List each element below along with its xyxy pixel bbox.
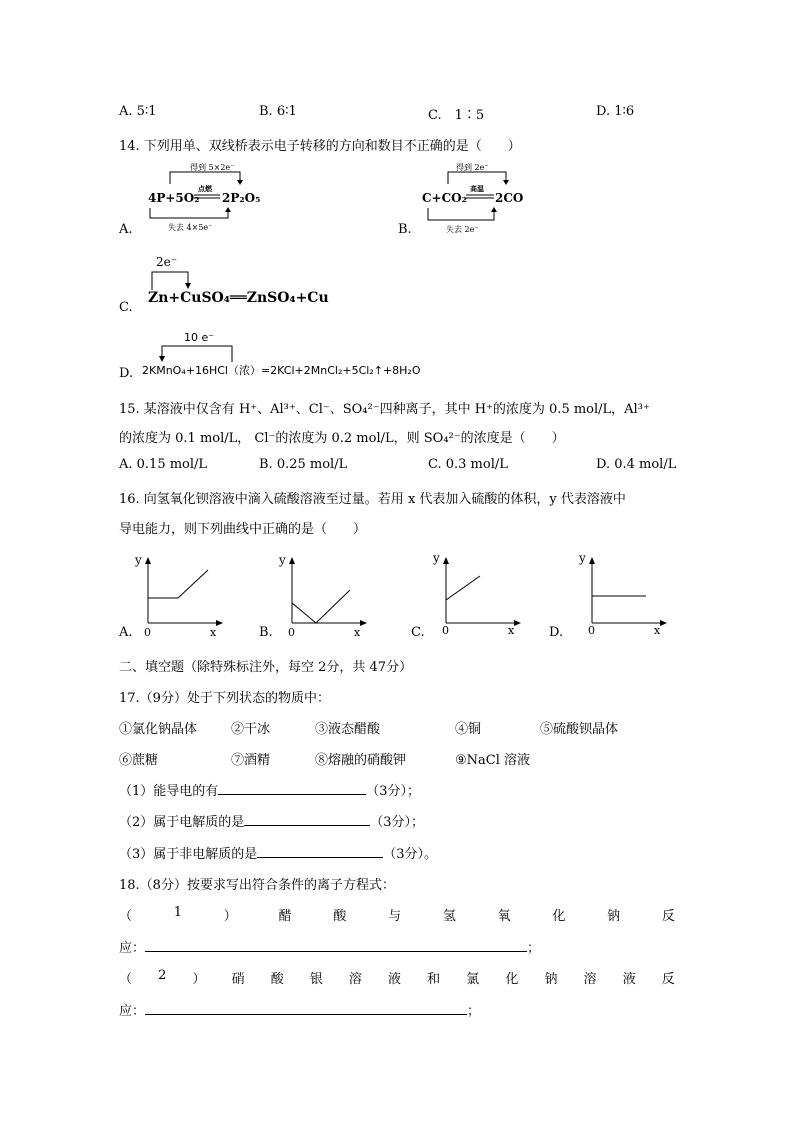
q16-label-d: D. [549,625,564,640]
q14-b-cond: 高温 [470,184,484,193]
q16-graph-b [276,548,372,638]
q17-part1-end: （3分）； [366,784,421,799]
q16-graph-a [132,548,228,638]
q18-stem: 18.（8分）按要求写出符合条件的离子方程式： [119,878,395,893]
q16-graph-c [430,548,526,638]
q18-part1-line: （ 1 ） 醋 酸 与 氢 氧 化 钠 反 [119,905,675,924]
q18-part1-answer [119,937,540,956]
q14-label-c: C. [119,300,133,315]
q18-part1-blank[interactable] [145,939,527,952]
q14-b-top: 得到 2e⁻ [456,163,489,172]
q14-a-bottom: 失去 4×5e⁻ [168,223,213,232]
q15-option-c: C. 0.3 mol/L [428,457,508,472]
q13-option-d: D. 1∶6 [596,104,635,119]
q15-option-d: D. 0.4 mol/L [596,457,677,472]
q17-item-3: ③液态醋酸 [315,722,381,737]
q18-part1-end: ； [527,941,541,956]
q17-part1-text: （1）能导电的有 [119,784,219,799]
q17-part1-blank[interactable] [218,782,366,795]
q16-b-curve [292,590,350,623]
q14-b-right: 2CO [495,191,524,205]
q18-part2-blank[interactable] [145,1002,467,1015]
q16-label-b: B. [259,625,273,640]
q18-part1-tail: 应： [119,941,146,956]
q16-label-c: C. [411,625,425,640]
q14-a-right: 2P₂O₅ [222,191,261,205]
q17-item-2: ②干冰 [231,722,271,737]
q13-option-c: C. 1∶5 [428,108,485,123]
q16-b-y-label: y [279,553,286,567]
q14-b-bottom: 失去 2e⁻ [446,225,479,234]
q17-item-1: ①氯化钠晶体 [119,722,198,737]
q14-stem: 14. 下列用单、双线桥表示电子转移的方向和数目不正确的是（ ） [119,139,521,154]
q17-part3-text: （3）属于非电解质的是 [119,847,258,862]
q15-option-a: A. 0.15 mol/L [119,457,208,472]
q14-d-top: 10 e⁻ [184,331,215,344]
q14-c-top: 2e⁻ [156,255,178,269]
q14-b-left: C+CO₂ [422,191,467,205]
q16-c-curve [446,576,480,600]
q14-a-diagram [140,158,270,236]
q15-line2: 的浓度为 0.1 mol/L， Cl⁻的浓度为 0.2 mol/L，则 SO₄²⁻的浓度是（ ） [119,431,565,446]
q16-line2: 导电能力，则下列曲线中正确的是（ ） [119,522,367,537]
q17-part3-end: （3分）。 [383,847,438,862]
q16-label-a: A. [119,625,133,640]
q14-a-top: 得到 5×2e⁻ [190,163,235,172]
q13-option-a: A. 5∶1 [119,104,157,119]
q16-b-origin: 0 [288,626,295,638]
q14-label-a: A. [119,222,133,237]
q14-c-eq: Zn+CuSO₄══ZnSO₄+Cu [148,290,329,306]
q14-label-b: B. [398,222,412,237]
q14-a-cond: 点燃 [198,184,212,193]
q14-d-eq: 2KMnO₄+16HCl（浓）=2KCl+2MnCl₂+5Cl₂↑+8H₂O [142,364,421,377]
q17-part2 [119,811,424,830]
q16-c-y-label: y [433,551,440,565]
q16-d-origin: 0 [588,624,595,637]
q14-b-diagram [418,158,528,236]
q18-part2-tail: 应： [119,1004,146,1019]
q17-item-6: ⑥蔗糖 [119,753,159,768]
q16-d-x-label: x [654,624,661,637]
q16-line1: 16. 向氢氧化钡溶液中滴入硫酸溶液至过量。若用 x 代表加入硫酸的体积，y 代表溶液中 [119,492,626,507]
q17-item-5: ⑤硫酸钡晶体 [540,722,619,737]
q17-part3-blank[interactable] [257,845,383,858]
section2-heading: 二、填空题（除特殊标注外，每空 2分，共 47分） [119,660,413,675]
q16-a-curve [148,570,208,598]
q14-label-d: D. [119,366,134,381]
q15-option-b: B. 0.25 mol/L [259,457,348,472]
q17-part3 [119,843,437,862]
q16-c-x-label: x [508,624,515,637]
q17-item-8: ⑧熔融的硝酸钾 [315,753,407,768]
q16-a-y-label: y [135,553,142,567]
q16-graph-d [576,548,672,638]
q13-option-b: B. 6∶1 [259,104,297,119]
q18-part2-answer [119,1000,480,1019]
q17-part2-end: （3分）； [370,815,425,830]
q17-part1 [119,780,420,799]
q18-part2-line: （ 2 ） 硝 酸 银 溶 液 和 氯 化 钠 溶 液 反 [119,968,675,987]
q16-a-x-label: x [210,626,217,638]
q16-a-origin: 0 [144,626,151,638]
q14-a-left: 4P+5O₂ [148,191,200,205]
q14-c-diagram [140,250,360,310]
q16-c-origin: 0 [442,624,449,637]
q17-part2-text: （2）属于电解质的是 [119,815,245,830]
q18-part2-end: ； [467,1004,481,1019]
q16-d-y-label: y [579,551,586,565]
q16-b-x-label: x [354,626,361,638]
q17-stem: 17.（9分）处于下列状态的物质中： [119,691,330,706]
q17-item-7: ⑦酒精 [231,753,271,768]
q17-part2-blank[interactable] [244,813,370,826]
q15-line1: 15. 某溶液中仅含有 H⁺、Al³⁺、Cl⁻、SO₄²⁻四种离子，其中 H⁺的浓度为 0.5 mol/L，Al³⁺ [119,402,650,417]
q17-item-9: ⑨NaCl 溶液 [455,753,531,768]
q17-item-4: ④铜 [455,722,482,737]
q14-d-diagram [140,328,440,378]
